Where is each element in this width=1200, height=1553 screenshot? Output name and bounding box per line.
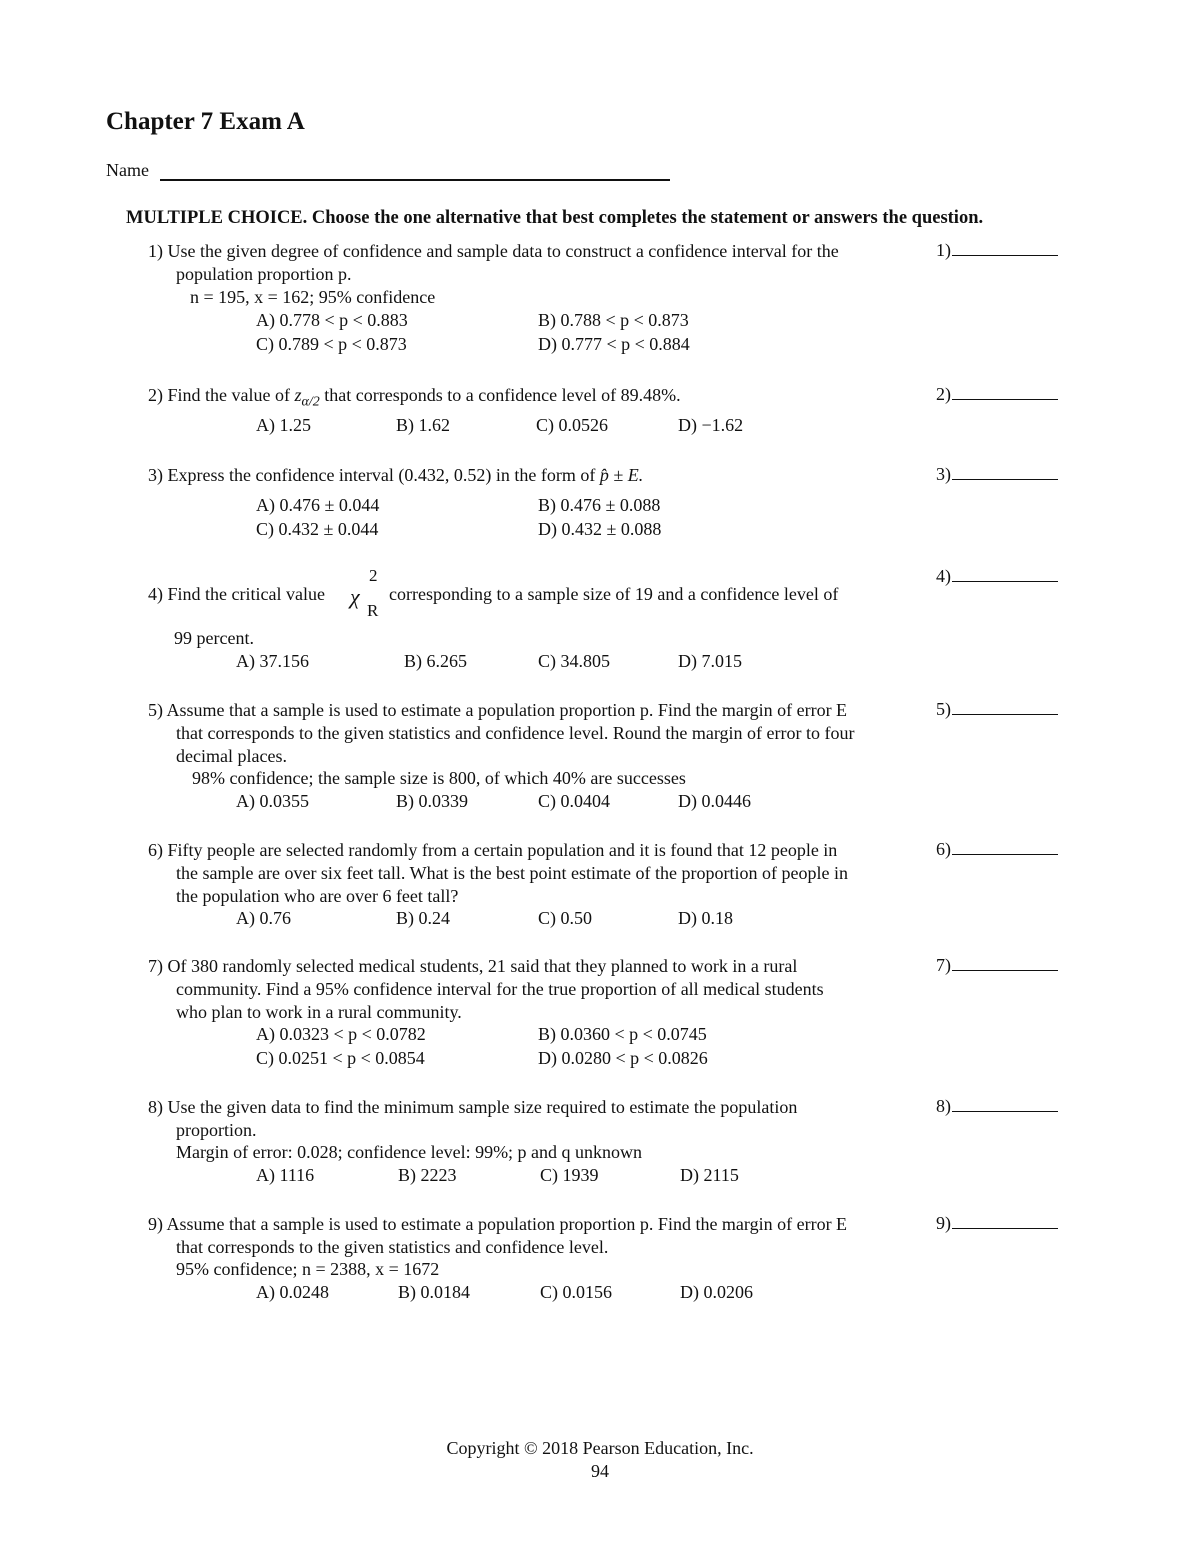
question-1-option-a[interactable]: A) 0.778 < p < 0.883 [256, 310, 408, 330]
question-7-line1: 7) Of 380 randomly selected medical students, 21 said that they planned to work in a rural [148, 956, 798, 976]
question-5-option-c[interactable]: C) 0.0404 [538, 791, 610, 811]
chi-symbol: χ [350, 584, 360, 609]
copyright: Copyright © 2018 Pearson Education, Inc. [446, 1438, 754, 1458]
question-6-line1: 6) Fifty people are selected randomly from a certain population and it is found that 12 people in [148, 840, 838, 860]
question-9-option-b[interactable]: B) 0.0184 [398, 1282, 470, 1302]
question-9-option-a[interactable]: A) 0.0248 [256, 1282, 329, 1302]
question-6-line2: the sample are over six feet tall. What is the best point estimate of the proportion of people in [176, 863, 848, 883]
question-5-option-a[interactable]: A) 0.0355 [236, 791, 309, 811]
question-4-option-c[interactable]: C) 34.805 [538, 651, 610, 671]
question-1-line1: 1) Use the given degree of confidence and sample data to construct a confidence interval for the [148, 241, 839, 261]
question-2-option-b[interactable]: B) 1.62 [396, 415, 450, 435]
question-5-option-d[interactable]: D) 0.0446 [678, 791, 751, 811]
question-8-option-a[interactable]: A) 1116 [256, 1165, 315, 1185]
question-5-line4: 98% confidence; the sample size is 800, of which 40% are successes [192, 768, 686, 788]
question-1-option-b[interactable]: B) 0.788 < p < 0.873 [538, 310, 689, 330]
question-1-option-c[interactable]: C) 0.789 < p < 0.873 [256, 334, 407, 354]
question-5-line2: that corresponds to the given statistics and confidence level. Round the margin of error to four [176, 723, 855, 743]
answer-blank-9[interactable]: 9) [936, 1213, 1058, 1234]
question-3-option-c[interactable]: C) 0.432 ± 0.044 [256, 519, 379, 539]
question-7-line3: who plan to work in a rural community. [176, 1002, 462, 1022]
question-2-option-a[interactable]: A) 1.25 [256, 415, 311, 435]
question-5-option-b[interactable]: B) 0.0339 [396, 791, 468, 811]
question-8-option-c[interactable]: C) 1939 [540, 1165, 599, 1185]
question-3-option-b[interactable]: B) 0.476 ± 0.088 [538, 495, 661, 515]
question-6-line3: the population who are over 6 feet tall? [176, 886, 459, 906]
question-6-option-d[interactable]: D) 0.18 [678, 908, 733, 928]
answer-blank-5[interactable]: 5) [936, 699, 1058, 720]
chi-superscript: 2 [369, 566, 378, 585]
question-6-option-b[interactable]: B) 0.24 [396, 908, 450, 928]
question-2-option-c[interactable]: C) 0.0526 [536, 415, 608, 435]
answer-blank-8[interactable]: 8) [936, 1096, 1058, 1117]
question-7-option-c[interactable]: C) 0.0251 < p < 0.0854 [256, 1048, 425, 1068]
question-4-option-b[interactable]: B) 6.265 [404, 651, 467, 671]
question-7-line2: community. Find a 95% confidence interval for the true proportion of all medical students [176, 979, 824, 999]
question-4-pre: 4) Find the critical value [148, 584, 325, 604]
instructions: MULTIPLE CHOICE. Choose the one alternative that best completes the statement or answers the question. [126, 208, 984, 228]
question-7-option-a[interactable]: A) 0.0323 < p < 0.0782 [256, 1024, 426, 1044]
question-8-line3: Margin of error: 0.028; confidence level: 99%; p and q unknown [176, 1142, 643, 1162]
question-2-option-d[interactable]: D) −1.62 [678, 415, 744, 435]
question-1-line3: n = 195, x = 162; 95% confidence [190, 287, 436, 307]
question-2-line1: 2) Find the value of $z_{\alpha/2}$ that corresponds to a confidence level of 89.48%. [148, 385, 681, 410]
question-3-line1: 3) Express the confidence interval (0.432, 0.52) in the form of p̂ ± E. [148, 465, 644, 485]
question-1-line2: population proportion p. [176, 264, 352, 284]
page-number: 94 [591, 1461, 609, 1481]
question-9-line2: that corresponds to the given statistics and confidence level. [176, 1237, 609, 1257]
question-8-option-b[interactable]: B) 2223 [398, 1165, 457, 1185]
question-9-option-d[interactable]: D) 0.0206 [680, 1282, 753, 1302]
answer-blank-1[interactable]: 1) [936, 240, 1058, 261]
answer-blank-2[interactable]: 2) [936, 384, 1058, 405]
question-9-line1: 9) Assume that a sample is used to estimate a population proportion p. Find the margin of error E [148, 1214, 848, 1234]
question-5-line3: decimal places. [176, 746, 287, 766]
question-9-option-c[interactable]: C) 0.0156 [540, 1282, 612, 1302]
question-4-line2: 99 percent. [174, 628, 254, 648]
question-1-option-d[interactable]: D) 0.777 < p < 0.884 [538, 334, 690, 354]
question-8-option-d[interactable]: D) 2115 [680, 1165, 739, 1185]
question-7-option-b[interactable]: B) 0.0360 < p < 0.0745 [538, 1024, 707, 1044]
question-6-option-c[interactable]: C) 0.50 [538, 908, 592, 928]
question-4-option-a[interactable]: A) 37.156 [236, 651, 309, 671]
question-7-option-d[interactable]: D) 0.0280 < p < 0.0826 [538, 1048, 708, 1068]
question-3-option-d[interactable]: D) 0.432 ± 0.088 [538, 519, 662, 539]
question-5-line1: 5) Assume that a sample is used to estimate a population proportion p. Find the margin of error E [148, 700, 848, 720]
page-title: Chapter 7 Exam A [106, 108, 305, 135]
name-label: Name [106, 160, 149, 180]
question-4-post: corresponding to a sample size of 19 and a confidence level of [389, 584, 839, 604]
question-6-option-a[interactable]: A) 0.76 [236, 908, 291, 928]
answer-blank-3[interactable]: 3) [936, 464, 1058, 485]
name-field-line[interactable] [160, 179, 670, 181]
chi-subscript: R [367, 601, 379, 620]
question-4-option-d[interactable]: D) 7.015 [678, 651, 742, 671]
question-8-line2: proportion. [176, 1120, 257, 1140]
answer-blank-4[interactable]: 4) [936, 566, 1058, 587]
question-3-option-a[interactable]: A) 0.476 ± 0.044 [256, 495, 380, 515]
question-8-line1: 8) Use the given data to find the minimum sample size required to estimate the population [148, 1097, 798, 1117]
question-9-line3: 95% confidence; n = 2388, x = 1672 [176, 1259, 440, 1279]
answer-blank-7[interactable]: 7) [936, 955, 1058, 976]
answer-blank-6[interactable]: 6) [936, 839, 1058, 860]
